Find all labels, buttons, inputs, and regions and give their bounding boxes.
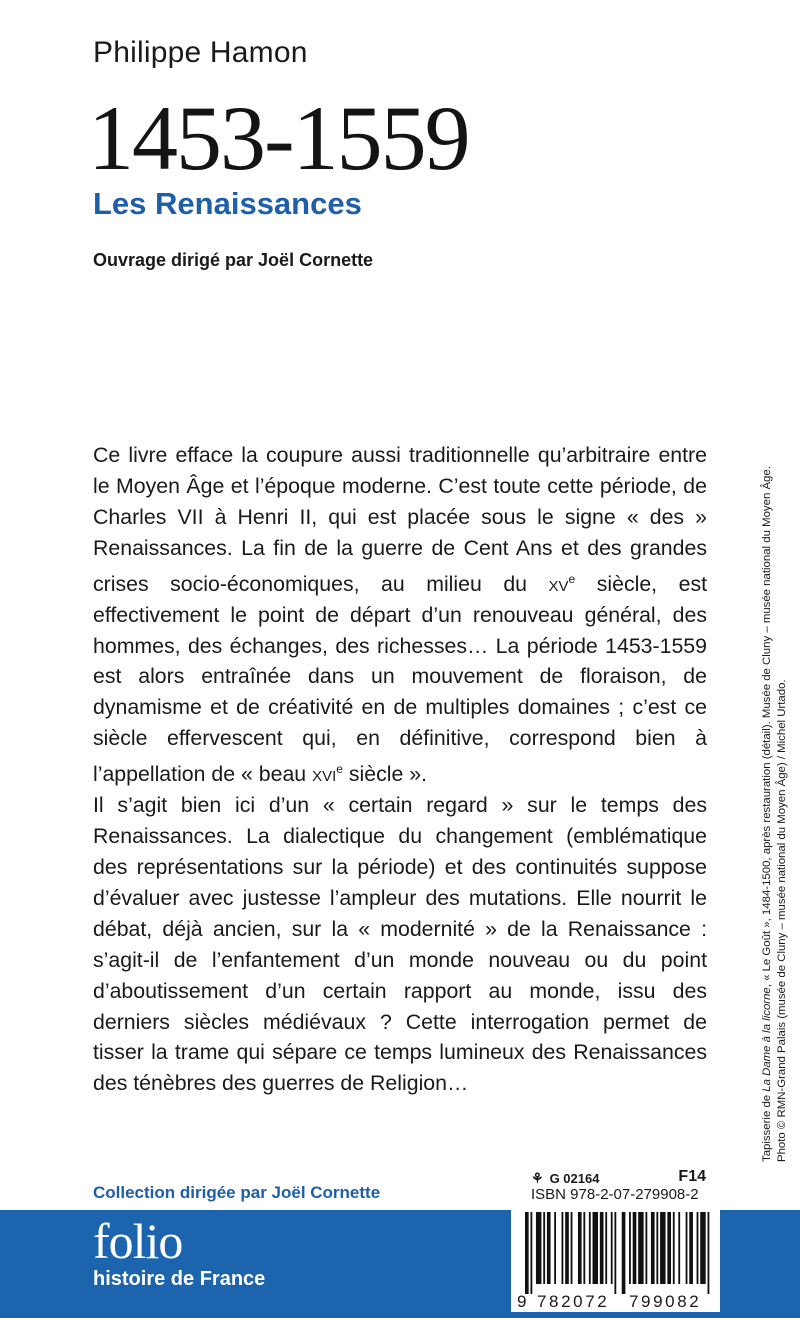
barcode-bar (708, 1212, 710, 1294)
credit-text: Tapisserie de (761, 1091, 773, 1162)
collection-line: Collection dirigée par Joël Cornette (93, 1183, 381, 1202)
barcode-bar (697, 1212, 699, 1284)
publisher-mark-icon: ⚘ (531, 1170, 544, 1186)
barcode-bar (656, 1212, 658, 1284)
century-suffix: e (568, 571, 576, 586)
barcode-bar (645, 1212, 647, 1284)
blurb-paragraph-2: Il s’agit bien ici d’un « certain regard » sur le temps des Renaissances. La dialectique du changement (emblématique des représentations sur la période) et des continuités suppose d’évaluer avec justesse l’ampleur des mutations. Elle nourrit le débat, déjà ancien, sur la « modernité » de la Renaissance : s’agit-il de l’enfantement d’un monde nouveau ou du point d’aboutissement d’un certain rapport au monde, issu des derniers siècles médiévaux ? Cette interrogation permet de tisser la trame qui sépare ce temps lumineux des Renaissances des ténèbres des guerres de Religion… (93, 793, 707, 1096)
barcode-bar (554, 1212, 556, 1284)
barcode-bar (673, 1212, 675, 1284)
book-title-dates: 1453-1559 (88, 87, 469, 189)
barcode-bar (600, 1212, 604, 1284)
back-cover-blurb (93, 440, 707, 1099)
barcode-panel (511, 1168, 720, 1312)
book-subtitle: Les Renaissances (93, 186, 362, 221)
isbn-line: ISBN 978-2-07-279908-2 (531, 1186, 699, 1203)
barcode-bar (578, 1212, 582, 1284)
barcode-bar (530, 1212, 532, 1294)
series-director-line: Ouvrage dirigé par Joël Cornette (93, 250, 374, 270)
blurb-paragraph-1 (93, 440, 707, 790)
image-credit-vertical (760, 442, 790, 1162)
barcode-bar (667, 1212, 671, 1284)
barcode-bar (536, 1212, 541, 1284)
barcode-bar (525, 1212, 529, 1294)
barcode-bar (651, 1212, 655, 1284)
barcode-bar (686, 1212, 688, 1284)
century-numeral: xvi (312, 762, 337, 787)
ean-group-1: 782072 (537, 1292, 610, 1311)
credit-text: , « Le Goût », 1484-1500, après restauration (détail). Musée de Cluny – musée national du Moyen Âge. Photo © RMN-Grand Palais (musée de Cluny – musée national du Moyen Âge) / Michel Urtado. (761, 466, 788, 1162)
barcode-bar (689, 1212, 693, 1284)
barcode-bar (583, 1212, 585, 1284)
century-suffix: e (336, 762, 343, 777)
barcode-bar (622, 1212, 626, 1294)
barcode-bar (660, 1212, 665, 1284)
barcode-bar (629, 1212, 631, 1284)
blurb-text: Ce livre efface la coupure aussi traditionnelle qu’arbitraire entre le Moyen Âge et l’époque moderne. C’est toute cette période, de Charles VII à Henri II, qui est placée sous le signe « des » Renaissances. La fin de la guerre de Cent Ans et des grandes crises socio-économiques, au milieu du (93, 443, 707, 596)
barcode-bar (638, 1212, 643, 1284)
blurb-text: siècle ». (342, 762, 427, 787)
barcode-bar (633, 1212, 637, 1284)
credit-artwork-title: La Dame à la licorne (761, 987, 773, 1092)
barcode-bar (571, 1212, 573, 1284)
barcode-bar (562, 1212, 564, 1284)
ean-group-2: 799082 (629, 1292, 702, 1311)
product-code: G 02164 (549, 1171, 600, 1186)
barcode-bar (565, 1212, 569, 1284)
barcode-bar (593, 1212, 598, 1284)
barcode-bar (678, 1212, 680, 1284)
barcode-bar (605, 1212, 607, 1284)
barcode-bar (614, 1212, 616, 1294)
folio-logo-subtitle: histoire de France (93, 1268, 266, 1290)
barcode-bar (589, 1212, 591, 1284)
barcode-bar (611, 1212, 613, 1284)
barcode-bar (547, 1212, 551, 1284)
product-code-line (531, 1170, 599, 1187)
century-numeral: xv (548, 571, 569, 596)
ean-lead-digit: 9 (517, 1292, 530, 1311)
folio-logo: folio (93, 1213, 183, 1269)
blurb-text: siècle, est effectivement le point de départ d’un renouveau général, des hommes, des échanges, des richesses… La période 1453-1559 est alors entraînée dans un mouvement de floraison, de dynamisme et de créativité en de multiples domaines ; c’est ce siècle effervescent qui, en définitive, correspond bien à l’appellation de « beau (93, 571, 708, 787)
barcode-bar (700, 1212, 705, 1284)
barcode-bar (543, 1212, 545, 1284)
price-code: F14 (678, 1168, 706, 1185)
author-name: Philippe Hamon (93, 36, 308, 69)
ean-barcode-icon (525, 1212, 713, 1294)
